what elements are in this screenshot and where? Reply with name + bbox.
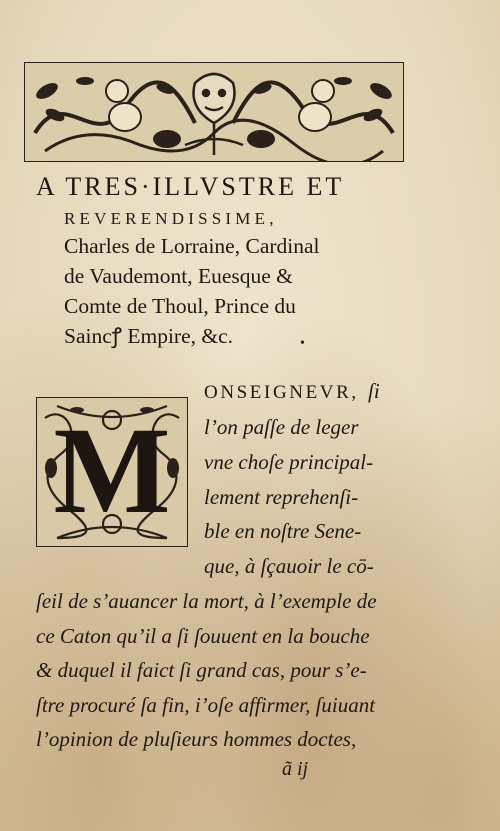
title-line-3: Charles de Lorraine, Cardinal [64, 234, 320, 258]
margin-mark: • [300, 336, 305, 351]
body-line-3: vne choſe principal- [204, 450, 374, 474]
title-line-6: Saincꝭ Empire, &c. [64, 324, 234, 348]
title-line-5: Comte de Thoul, Prince du [64, 294, 296, 318]
headpiece-engraving [25, 63, 403, 161]
body-line-6: que, à ſçauoir le cō- [204, 554, 374, 578]
body-line-9: & duquel il faict ſi grand cas, pour s’e- [36, 658, 367, 682]
title-line-1: A TRES·ILLVSTRE ET [36, 172, 345, 201]
body-line-1-rest: ſi [368, 379, 380, 403]
ornamental-headpiece [24, 62, 404, 162]
title-line-2: REVERENDISSIME, [64, 209, 278, 228]
decorated-initial [36, 397, 188, 547]
signature-mark: ã ij [282, 758, 309, 780]
body-line-10: ſtre procuré ſa fin, i’oſe affirmer, ſuiuant [36, 693, 376, 717]
title-line-4: de Vaudemont, Euesque & [64, 264, 293, 288]
body-line-8: ce Caton qu’il a ſi ſouuent en la bouche [36, 624, 370, 648]
body-line-5: ble en noſtre Sene- [204, 519, 362, 543]
initial-letter: M [53, 402, 171, 539]
body-line-7: ſeil de s’auancer la mort, à l’exemple de [36, 589, 377, 613]
body-line-4: lement reprehenſi- [204, 485, 359, 509]
body-line-1: ONSEIGNEVR, [204, 382, 359, 403]
body-line-2: l’on paſſe de leger [204, 415, 359, 439]
body-line-11: l’opinion de pluſieurs hommes doctes, [36, 727, 357, 751]
